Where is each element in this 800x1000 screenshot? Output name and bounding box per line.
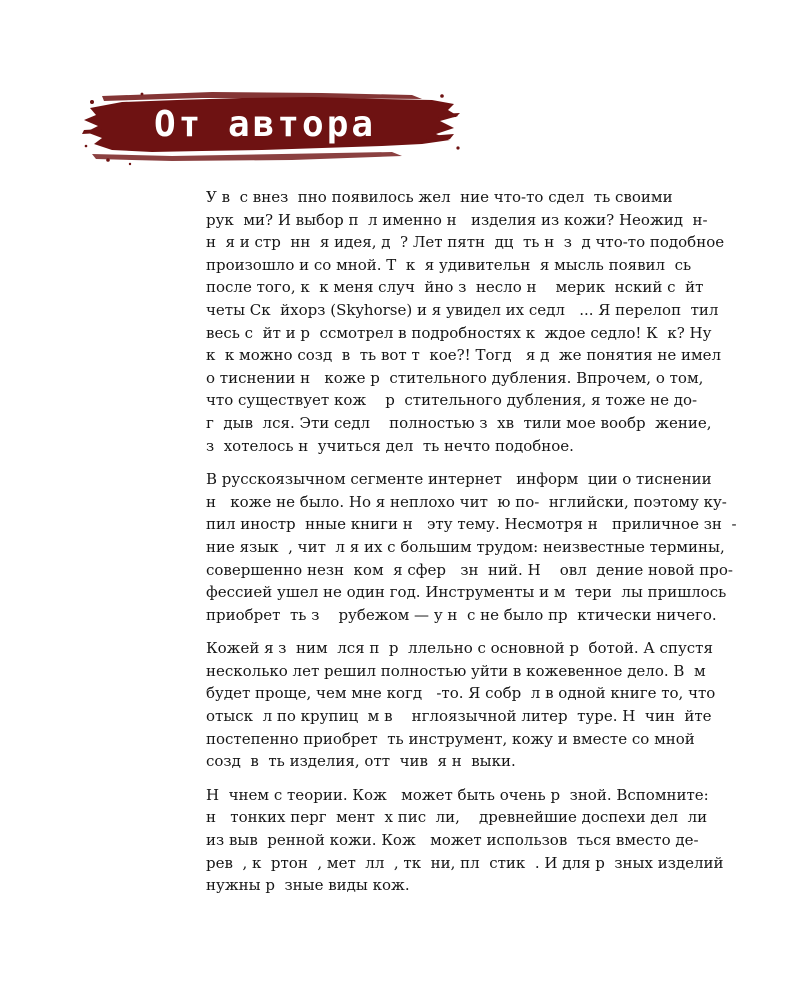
chapter-heading [82,88,462,166]
text-line: приобрет ть з рубежом — у н с не было пр ктически ничего. [206,605,717,624]
text-line: рук ми? И выбор п л именно н изделия из кожи? Неожид н- [206,210,708,229]
text-line: к к можно созд в ть вот т кое?! Тогд я д же понятия не имел [206,346,722,365]
text-line: из выв ренной кожи. Кож может использов ться вместо де- [206,831,699,850]
text-line: четы Ск йхорз (Skyhorse) и я увидел их седл ... Я перелоп тил [206,300,719,319]
text-line: н коже не было. Но я неплохо чит ю по- нглийски, поэтому ку- [206,492,727,511]
text-line: рев , к ртон , мет лл , тк ни, пл стик . И для р зных изделий [206,853,724,872]
paragraph [206,784,724,897]
text-line: В русскоязычном сегменте интернет информ ции о тиснении [206,470,712,489]
paragraph [206,637,716,773]
text-line: несколько лет решил полностью уйти в кожевенное дело. В м [206,661,706,680]
text-line: нужны р зные виды кож. [206,876,410,895]
text-line: Н чнем с теории. Кож может быть очень р зной. Вспомните: [206,785,709,804]
text-line: ние язык , чит л я их с большим трудом: неизвестные термины, [206,537,725,556]
text-line: Кожей я з ним лся п р ллельно с основной р ботой. А спустя [206,639,713,658]
text-line: фессией ушел не один год. Инструменты и м тери лы пришлось [206,583,727,602]
text-line: весь с йт и р ссмотрел в подробностях к ждое седло! К к? Ну [206,323,712,342]
body-text [206,186,737,908]
text-line: совершенно незн ком я сфер зн ний. Н овл дение новой про- [206,560,733,579]
text-line: созд в ть изделия, отт чив я н выки. [206,752,516,771]
text-line: У в с внез пно появилось жел ние что-то сдел ть своими [206,188,673,206]
paragraph [206,186,725,457]
text-line: будет проще, чем мне когд -то. Я собр л в одной книге то, что [206,684,716,703]
text-line: н я и стр нн я идея, д ? Лет пятн дц ть н з д что-то подобное [206,233,725,252]
text-line: произошло и со мной. Т к я удивительн я мысль появил сь [206,255,692,274]
text-line: н тонких перг мент х пис ли, древнейшие доспехи дел ли [206,808,708,827]
text-line: з хотелось н учиться дел ть нечто подобное. [206,436,574,455]
text-line: что существует кож р стительного дубления, я тоже не до- [206,391,698,410]
text-line: после того, к к меня случ йно з несло н мерик нский с йт [206,278,704,297]
text-line: пил иностр нные книги н эту тему. Несмотря н приличное зн - [206,515,737,534]
paragraph [206,468,737,626]
text-line: отыск л по крупиц м в нглоязычной литер туре. Н чин йте [206,707,712,726]
text-line: постепенно приобрет ть инструмент, кожу и вместе со мной [206,729,695,748]
text-line: о тиснении н коже р стительного дубления. Впрочем, о том, [206,368,704,387]
chapter-title: От автора [154,104,377,145]
text-line: г дыв лся. Эти седл полностью з хв тили мое вообр жение, [206,413,712,432]
